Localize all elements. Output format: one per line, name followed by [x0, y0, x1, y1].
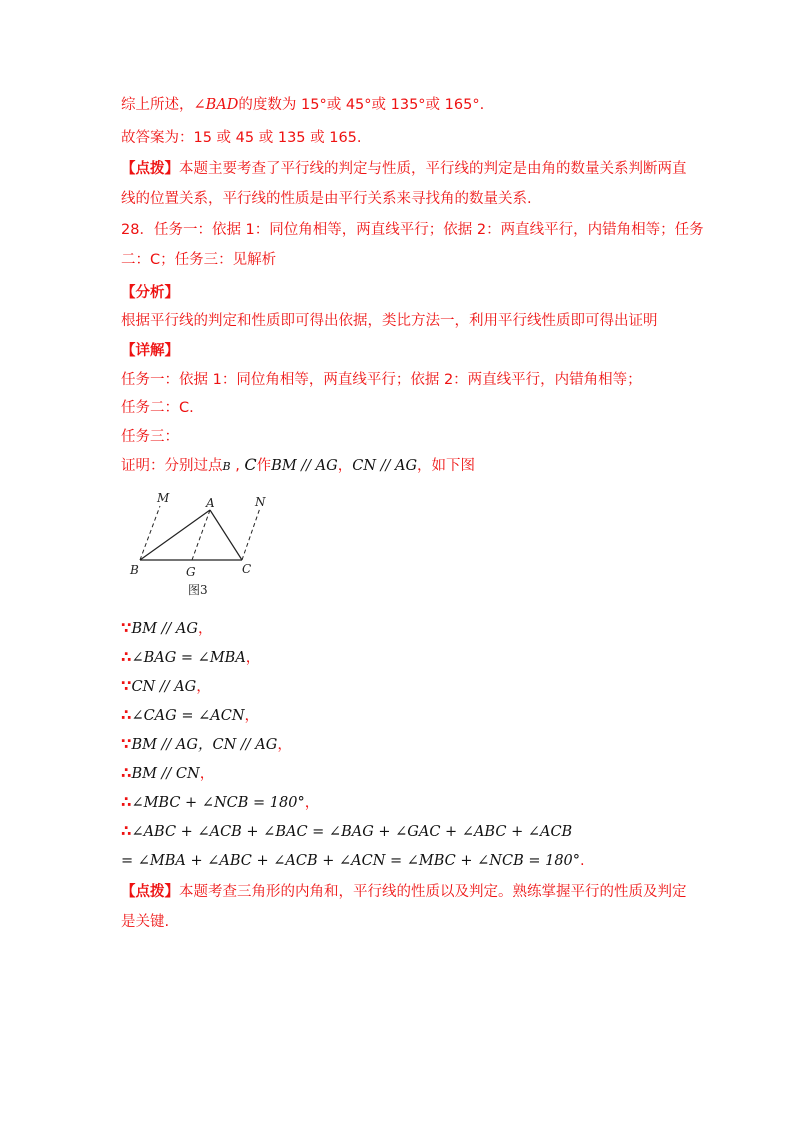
- label-b: B: [130, 563, 139, 577]
- cn-parallel-ag: CN // AG: [352, 458, 418, 474]
- because-symbol: ∵: [121, 619, 132, 637]
- task3-line: 任务三：: [121, 429, 179, 445]
- therefore-symbol: ∴: [121, 764, 132, 782]
- tip-tag: 【点拨】: [121, 161, 179, 177]
- therefore-symbol: ∴: [121, 793, 132, 811]
- therefore-symbol: ∴: [121, 706, 132, 724]
- tip-text: 本题主要考查了平行线的判定与性质，平行线的判定是由角的数量关系判断两直: [179, 161, 687, 177]
- summary-line-2: 是关键.: [121, 914, 170, 930]
- proof-step: [121, 705, 259, 726]
- proof-step: [121, 763, 214, 784]
- proof-punctuation: ，: [244, 708, 260, 724]
- proof-expression: ∠ABC + ∠ACB + ∠BAC = ∠BAG + ∠GAC + ∠ABC + ∠ACB: [131, 824, 573, 840]
- proof-step: [121, 676, 211, 697]
- q28-answer-line-2: 二：C；任务三：见解析: [121, 252, 277, 268]
- proof-step: [121, 618, 212, 639]
- final-answer-line: 故答案为：15 或 45 或 135 或 165.: [121, 130, 362, 146]
- proof-step: [121, 734, 292, 755]
- proof-step: [121, 647, 260, 668]
- proof-intro-verb: 作: [256, 458, 272, 474]
- proof-expression: BM // AG，CN // AG: [131, 737, 278, 753]
- proof-intro-end: ，如下图: [417, 458, 476, 474]
- figure-caption: 图3: [188, 583, 208, 597]
- analysis-heading: 【分析】: [121, 285, 179, 301]
- line-cn: [242, 508, 260, 560]
- therefore-symbol: ∴: [121, 648, 132, 666]
- proof-punctuation: ，: [197, 621, 213, 637]
- point-b: B: [222, 460, 231, 473]
- label-c: C: [242, 562, 252, 576]
- label-g: G: [186, 565, 196, 579]
- proof-intro-text: 证明：分别过点: [121, 458, 223, 474]
- summary-tag: 【点拨】: [121, 884, 179, 900]
- proof-expression: ∠CAG = ∠ACN: [131, 708, 245, 724]
- label-n: N: [255, 495, 266, 509]
- summary-line-1: [121, 882, 687, 902]
- tip-line-1: [121, 159, 687, 179]
- q28-answer-line-1: 28．任务一：依据 1：同位角相等，两直线平行；依据 2：两直线平行，内错角相等；任务: [121, 222, 704, 238]
- proof-step: [121, 850, 585, 871]
- proof-expression: ∠BAG = ∠MBA: [131, 650, 246, 666]
- proof-punctuation: .: [580, 853, 585, 869]
- line-ag: [192, 510, 210, 560]
- side-ab: [140, 510, 210, 560]
- proof-expression: CN // AG: [131, 679, 197, 695]
- analysis-text: 根据平行线的判定和性质即可得出依据，类比方法一，利用平行线性质即可得出证明: [121, 313, 658, 329]
- angle-bad: ∠BAD: [193, 97, 239, 113]
- figure-3: [120, 488, 280, 600]
- because-symbol: ∵: [121, 677, 132, 695]
- task2-line: 任务二：C.: [121, 400, 194, 416]
- proof-punctuation: ，: [304, 795, 320, 811]
- proof-punctuation: ，: [245, 650, 261, 666]
- proof-expression: ∠MBC + ∠NCB = 180°: [131, 795, 305, 811]
- point-c: C: [244, 455, 257, 474]
- detail-heading: 【详解】: [121, 343, 179, 359]
- proof-expression: = ∠MBA + ∠ABC + ∠ACB + ∠ACN = ∠MBC + ∠NCB = 180°: [121, 853, 581, 869]
- conclusion-line: [121, 95, 484, 115]
- conclusion-prefix: 综上所述，: [121, 97, 194, 113]
- conclusion-values: 的度数为 15°或 45°或 135°或 165°.: [238, 97, 485, 113]
- proof-punctuation: ，: [199, 766, 215, 782]
- proof-expression: BM // AG: [131, 621, 198, 637]
- therefore-symbol: ∴: [121, 822, 132, 840]
- bm-parallel-ag: BM // AG: [271, 458, 338, 474]
- proof-punctuation: ，: [196, 679, 211, 695]
- proof-step: [121, 792, 319, 813]
- because-symbol: ∵: [121, 735, 132, 753]
- proof-intro-line: 证明：分别过点B , C作BM // AG，CN // AG，如下图: [121, 455, 476, 474]
- summary-text: 本题考查三角形的内角和，平行线的性质以及判定。熟练掌握平行的性质及判定: [179, 884, 687, 900]
- label-a: A: [206, 496, 215, 510]
- side-ac: [210, 510, 242, 560]
- tip-line-2: 线的位置关系，平行线的性质是由平行关系来寻找角的数量关系.: [121, 191, 532, 207]
- proof-step: [121, 821, 572, 842]
- proof-expression: BM // CN: [131, 766, 200, 782]
- comma: ，: [337, 458, 353, 474]
- label-m: M: [157, 491, 170, 505]
- line-bm: [140, 506, 160, 560]
- task1-line: 任务一：依据 1：同位角相等，两直线平行；依据 2：两直线平行，内错角相等；: [121, 372, 642, 388]
- proof-punctuation: ，: [277, 737, 292, 753]
